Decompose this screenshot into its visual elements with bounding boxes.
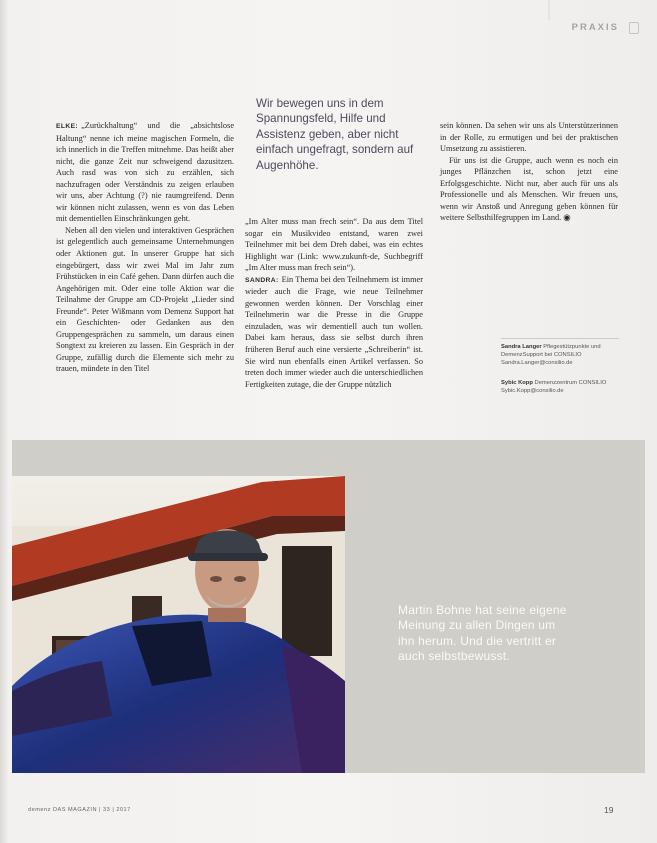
author-role: Pflegestützpunkte und DemenzSupport bei CONSILIO: [501, 344, 601, 358]
paragraph: Neben all den vielen und interaktiven Gesprächen ist gelegentlich auch gemeinsame Unternehmungen oder Aktionen gut. In unserer Gruppe hat sich eingebürgert, dass wir zwei Mal im Jahr zum Frühstücken in ein Café gehen. Dann dürfen auch die Angehörigen mit. Oder eine tolle Aktion war die Teilnahme der Gruppe am CD-Projekt „Lieder sind Freunde“. Peter Wißmann vom Demenz Support hat ein Geschichten- oder Gedanken aus den Gruppengesprächen zu sammeln, um daraus einen Songtext zu kreieren zu lassen. Ein Gespräch in der Gruppe, zufällig durch die Elemente sich mehr zu trauen, mündete in den Titel: [56, 225, 234, 374]
author-role: Demenzzentrum CONSILIO: [534, 380, 607, 386]
author-bio: [501, 379, 631, 395]
portrait-illustration: [12, 476, 345, 773]
paragraph: „Im Alter muss man frech sein“. Da aus dem Titel sogar ein Musikvideo entstand, waren zwei Teilnehmer mit bei dem Dreh dabei, was ein echtes Highlight war (Link: www.zukunft-de, Suchbegriff „Im Alter muss man frech sein“).: [245, 217, 423, 273]
text-column-1: [56, 120, 234, 375]
speaker-label: ELKE:: [56, 123, 79, 130]
paragraph: sein können. Da sehen wir uns als Unterstützerinnen in der Rolle, zu ermutigen und bei der praktischen Umsetzung zu assistieren.: [440, 121, 618, 154]
binding-gutter: [0, 0, 8, 843]
photo-caption: Martin Bohne hat seine eigene Meinung zu allen Dingen um ihn herum. Und die vertritt er auch selbstbewusst.: [398, 603, 567, 664]
portrait-photo: [12, 476, 345, 773]
paragraph: „Zurückhaltung“ und die „absichtslose Haltung“ nenne ich meine magischen Formeln, die ich innerlich in die Treffen mitnehme. Das heißt aber nicht, die ganze Zeit nur schweigend dazusitzen. Auch rasd was von sich zu erzählen, sich nachzufragen oder Verständnis zu zeigen erlauben wir uns, aber Achtung (?) nie raumgreifend. Denn wir können nicht zulassen, wenn es von das Leben mit dementiellen Einschränkungen geht.: [56, 121, 234, 224]
bio-divider: [501, 338, 619, 339]
text-column-3: [440, 120, 618, 224]
page-number: 19: [604, 805, 614, 815]
author-name: Sybic Kopp: [501, 380, 533, 386]
footer-publication: demenz DAS MAGAZIN | 33 | 2017: [28, 807, 131, 813]
author-email[interactable]: Sybic.Kopp@consilio.de: [501, 388, 564, 394]
pull-quote: Wir bewegen uns in dem Spannungsfeld, Hilfe und Assistenz geben, aber nicht einfach ungefragt, sondern auf Augenhöhe.: [256, 97, 414, 172]
paragraph: Für uns ist die Gruppe, auch wenn es noch ein junges Pflänzchen ist, schon jetzt eine Erfolgsgeschichte. Nicht nur, aber auch für uns als Professionelle und als Menschen. Wir freuen uns, wenn wir Anstoß und Anregung geben können für weitere Selbsthilfegruppen im Land.: [440, 155, 618, 223]
author-name: Sandra Langer: [501, 344, 542, 350]
author-email[interactable]: Sandra.Langer@consilio.de: [501, 360, 573, 366]
rubric-marker-icon: [629, 22, 639, 34]
section-rubric: PRAXIS: [571, 22, 619, 33]
end-mark-icon: ◉: [563, 213, 571, 223]
author-bio: [501, 343, 631, 367]
text-column-2: [245, 216, 423, 390]
paragraph: Ein Thema bei den Teilnehmern ist immer wieder auch die Frage, wie neue Teilnehmer gewonnen werden können. Der Vorschlag einer Teilnehmerin war die Presse in die Gruppe einzuladen, was wir dementiell auch tun wollen. Dabei kam heraus, dass sie selbst durch ihren früheren Beruf auch eine versierte „Schreiberin“ ist. Sie wird nun ebenfalls einen Artikel verfassen. So treten doch immer wieder auch die unterschiedlichen Fertigkeiten zutage, die der Gruppe nützlich: [245, 274, 423, 389]
speaker-label: SANDRA:: [245, 276, 279, 284]
page-crease: [548, 0, 550, 20]
